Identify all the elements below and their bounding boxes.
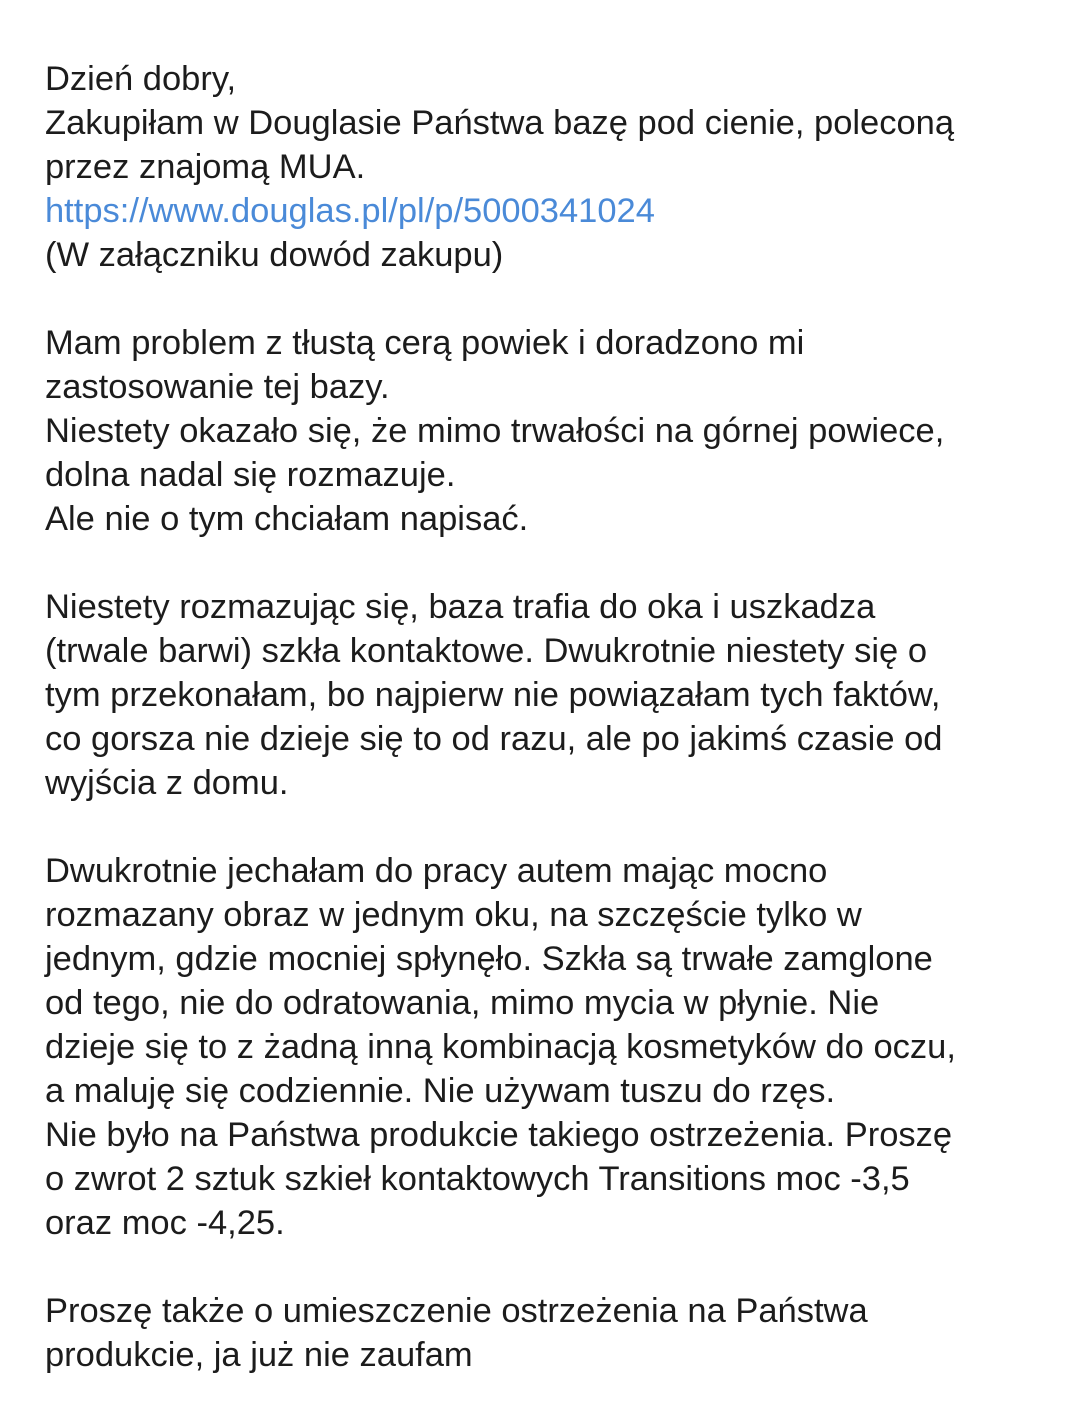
text-line: dzieje się to z żadną inną kombinacją kosmetyków do oczu, [45,1028,956,1066]
text-line: rozmazany obraz w jednym oku, na szczęście tylko w [45,896,862,934]
text-line: przez znajomą MUA. [45,148,366,186]
text-line: tym przekonałam, bo najpierw nie powiązałam tych faktów, [45,676,941,714]
text-line: Ale nie o tym chciałam napisać. [45,500,529,538]
paragraph-gap [45,1245,1055,1289]
text-line: dolna nadal się rozmazuje. [45,456,456,494]
greeting: Dzień dobry, [45,60,237,98]
text-line: produkcie, ja już nie zaufam [45,1336,473,1374]
text-line: Niestety okazało się, że mimo trwałości na górnej powiece, [45,412,945,450]
text-line: Mam problem z tłustą cerą powiek i doradzono mi [45,324,805,362]
text-line: Nie było na Państwa produkcie takiego ostrzeżenia. Proszę [45,1116,953,1154]
text-line: od tego, nie do odratowania, mimo mycia w płynie. Nie [45,984,880,1022]
text-line: a maluję się codziennie. Nie używam tuszu do rzęs. [45,1072,836,1110]
text-line: Proszę także o umieszczenie ostrzeżenia na Państwa [45,1292,868,1330]
text-line: zastosowanie tej bazy. [45,368,390,406]
message-body [45,57,1055,1377]
paragraph-gap [45,277,1055,321]
paragraph-gap [45,805,1055,849]
text-line: wyjścia z domu. [45,764,289,802]
text-line: jednym, gdzie mocniej spłynęło. Szkła są trwałe zamglone [45,940,933,978]
attachment-note: (W załączniku dowód zakupu) [45,236,504,274]
text-line: Niestety rozmazując się, baza trafia do oka i uszkadza [45,588,876,626]
paragraph-gap [45,541,1055,585]
text-line: Zakupiłam w Douglasie Państwa bazę pod cienie, poleconą [45,104,955,142]
text-line: o zwrot 2 sztuk szkieł kontaktowych Transitions moc -3,5 [45,1160,910,1198]
text-line: co gorsza nie dzieje się to od razu, ale po jakimś czasie od [45,720,943,758]
text-line: Dwukrotnie jechałam do pracy autem mając mocno [45,852,828,890]
text-line: (trwale barwi) szkła kontaktowe. Dwukrotnie niestety się o [45,632,928,670]
text-line: oraz moc -4,25. [45,1204,285,1242]
product-link[interactable]: https://www.douglas.pl/pl/p/5000341024 [45,192,655,230]
